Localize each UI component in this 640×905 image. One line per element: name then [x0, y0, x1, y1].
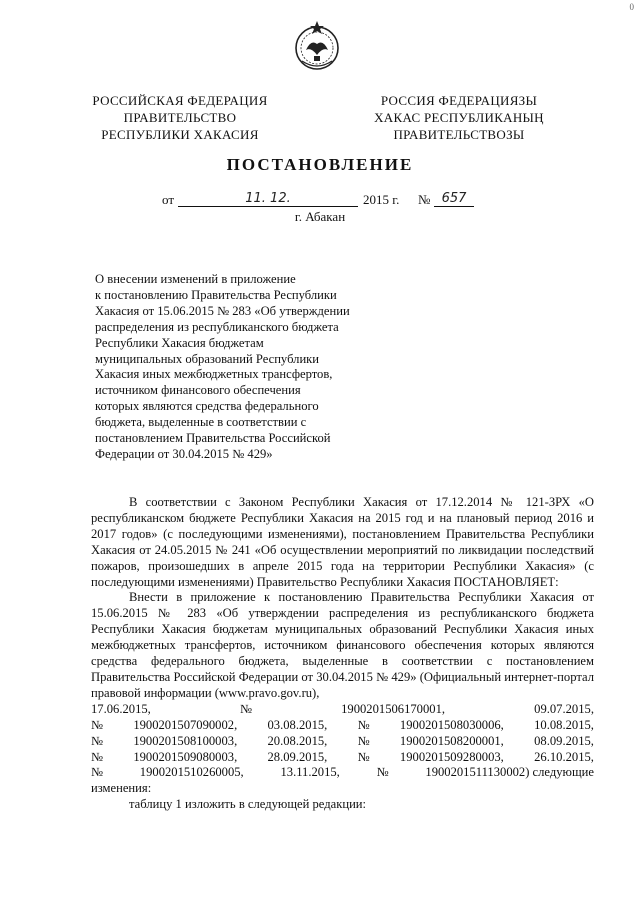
subject-line: источником финансового обеспечения — [95, 383, 301, 398]
registry-cell: 1900201511130002) следующие — [425, 765, 594, 780]
header-left-line: РЕСПУБЛИКИ ХАКАСИЯ — [101, 127, 259, 142]
header-russian — [80, 92, 280, 143]
preamble-paragraph: В соответствии с Законом Республики Хакасия от 17.12.2014 № 121-ЗРХ «О республиканском бюджете Республики Хакасия на 2015 год и на плановый период 2016 и 2017 годов» (с последующими изменениями), постановлением Правительства Республики Хакасия от 24.05.2015 № 241 «Об осуществлении мероприятий по ликвидации последствий пожаров, произошедших в апреле 2015 года на территории Республики Хакасия» (с последующими изменениями) Правительство Республики Хакасия ПОСТАНОВЛЯЕТ: — [91, 495, 594, 589]
subject-line: бюджета, выделенные в соответствии с — [95, 415, 307, 430]
subject-line: Хакасия иных межбюджетных трансфертов, — [95, 367, 333, 382]
registry-cell: № — [357, 733, 370, 748]
subject-line: О внесении изменений в приложение — [95, 272, 296, 286]
amendment-paragraph: Внести в приложение к постановлению Правительства Республики Хакасия от 15.06.2015 № 283 «Об утверждении распределения из республиканского бюджета Республики Хакасия бюджетам муниципальных образований Республики Хакасия иных межбюджетных трансфертов, источником финансового обеспечения которых являются средства федерального бюджета, выделенные в соответствии с постановлением Правительства Российской Федерации от 30.04.2015 № 429» (Официальный интернет-портал правовой информации (www.pravo.gov.ru), — [91, 590, 594, 700]
registry-cell: 1900201509080003, — [133, 749, 238, 764]
resolution-body — [91, 495, 594, 813]
subject-line: Хакасия от 15.06.2015 № 283 «Об утверждении — [95, 303, 350, 318]
dateline-prefix: от — [162, 192, 175, 207]
subject-line: Республики Хакасия бюджетам — [95, 335, 264, 350]
subject-line: которых являются средства федерального — [95, 399, 319, 414]
registry-cell: № — [376, 765, 389, 780]
registry-cell: 09.07.2015, — [534, 701, 594, 716]
registry-cell: 10.08.2015, — [534, 717, 594, 732]
registry-cell: № — [239, 701, 252, 716]
dateline-number-sign: № — [418, 192, 431, 207]
registry-cell: 1900201508030006, — [399, 717, 504, 732]
table-instruction-paragraph: таблицу 1 изложить в следующей редакции: — [129, 797, 367, 812]
subject-line: к постановлению Правительства Республики — [95, 287, 337, 302]
registry-row — [91, 750, 594, 766]
amendment-paragraph-tail: изменения: — [91, 781, 152, 796]
handwritten-number: 657 — [434, 192, 474, 207]
registry-cell: № — [91, 749, 104, 764]
subject-line: муниципальных образований Республики — [95, 351, 320, 366]
header-right-line: РОССИЯ ФЕДЕРАЦИЯЗЫ — [380, 93, 538, 108]
registry-cell: 28.09.2015, — [267, 749, 328, 764]
registry-cell: 1900201508200001, — [399, 733, 504, 748]
registry-cell: 08.09.2015, — [534, 733, 594, 748]
registry-row — [91, 702, 594, 718]
subject-line: Федерации от 30.04.2015 № 429» — [95, 446, 273, 461]
header-left-line: РОССИЙСКАЯ ФЕДЕРАЦИЯ — [92, 93, 268, 108]
registry-cell: 26.10.2015, — [534, 749, 594, 764]
registry-cell: 13.11.2015, — [280, 765, 340, 780]
registry-cell: 1900201506170001, — [341, 701, 446, 716]
registry-cell: № — [91, 765, 104, 780]
subject-line: распределения из республиканского бюджета — [95, 319, 339, 334]
registry-row — [91, 718, 594, 734]
registry-cell: № — [357, 749, 370, 764]
registry-row — [91, 765, 594, 781]
registry-cell: № — [91, 717, 104, 732]
header-right-line: ХАКАС РЕСПУБЛИКАНЫҢ — [374, 110, 544, 125]
registry-row — [91, 734, 594, 750]
registry-cell: № — [91, 733, 104, 748]
header-left-line: ПРАВИТЕЛЬСТВО — [123, 110, 237, 125]
dateline-year: 2015 г. — [363, 192, 400, 207]
header-khakas — [354, 92, 564, 143]
resolution-subject — [95, 272, 382, 463]
subject-line: постановлением Правительства Российской — [95, 431, 331, 446]
registry-cell: 1900201507090002, — [133, 717, 238, 732]
registry-cell: 20.08.2015, — [267, 733, 328, 748]
city-name: г. Абакан — [294, 209, 346, 224]
registry-cell: 1900201509280003, — [399, 749, 504, 764]
registry-cell: 1900201510260005, — [139, 765, 244, 780]
registry-cell: 03.08.2015, — [267, 717, 328, 732]
coat-of-arms-icon — [292, 17, 342, 75]
publication-registry — [91, 702, 594, 782]
registry-cell: 17.06.2015, — [91, 701, 151, 716]
registry-cell: № — [357, 717, 370, 732]
handwritten-date: 11. 12. — [178, 192, 358, 207]
registry-cell: 1900201508100003, — [133, 733, 238, 748]
page-number: 0 — [629, 2, 634, 12]
header-right-line: ПРАВИТЕЛЬСТВОЗЫ — [393, 127, 525, 142]
document-title: ПОСТАНОВЛЕНИЕ — [226, 155, 414, 174]
